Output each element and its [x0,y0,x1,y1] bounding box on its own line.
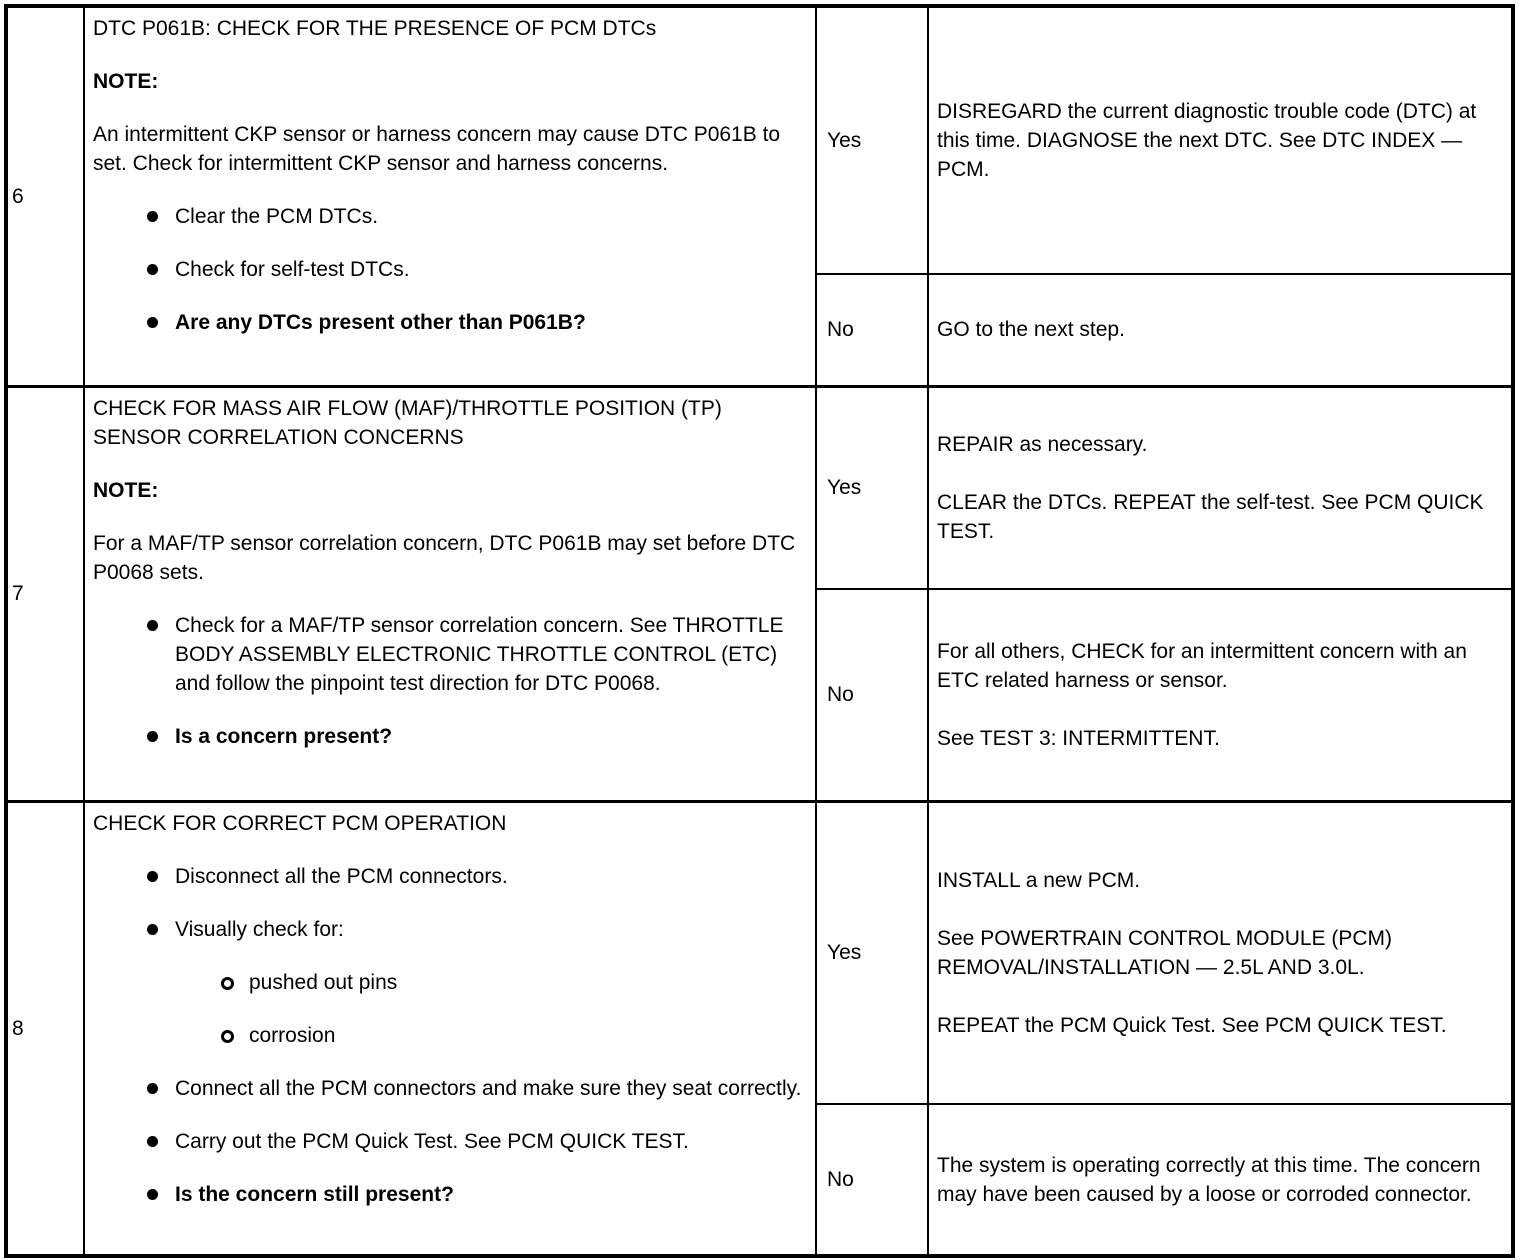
action-text: GO to the next step. [937,318,1125,342]
step-number-cell [6,6,84,386]
yes-action-cell [928,6,1513,274]
list-item-text: corrosion [249,1023,336,1047]
yes-action-cell [928,386,1513,589]
step-number: 8 [12,1016,24,1040]
note-text: For a MAF/TP sensor correlation concern, DTC P061B may set before DTC P0068 sets. [93,531,796,584]
step-number: 6 [12,184,24,208]
yes-cell [816,801,928,1104]
list-item-text: Check for self-test DTCs. [175,258,410,281]
bullet-filled-icon [147,862,175,891]
pinpoint-test-table [4,4,1515,1258]
no-action-cell [928,274,1513,386]
no-action-cell [928,589,1513,801]
action-text: For all others, CHECK for an intermittent concern with an ETC related harness or sensor. [937,639,1467,692]
list-item-text: Carry out the PCM Quick Test. See PCM QUICK TEST. [175,1129,689,1153]
table-row-step6 [6,6,1513,274]
yes-action-cell [928,801,1513,1104]
bullet-filled-icon [147,1180,175,1209]
list-item-text: pushed out pins [249,970,398,994]
list-item-text: Are any DTCs present other than P061B? [175,311,586,334]
list-item [93,1127,807,1156]
bullet-open-icon [221,1021,249,1050]
step-description-cell [84,6,816,386]
list-item [93,255,807,284]
bullet-filled-icon [147,202,175,231]
note-text: An intermittent CKP sensor or harness concern may cause DTC P061B to set. Check for intermittent CKP sensor and harness concerns. [93,123,781,175]
list-item-text: Check for a MAF/TP sensor correlation concern. See THROTTLE BODY ASSEMBLY ELECTRONIC THROTTLE CONTROL (ETC) and follow the pinpoint test direction for DTC P0068. [175,613,784,695]
note-label: NOTE: [93,478,159,502]
no-action-cell [928,1104,1513,1256]
list-item-text: Clear the PCM DTCs. [175,205,379,228]
list-item-text: Is the concern still present? [175,1182,454,1206]
bullet-filled-icon [147,611,175,698]
yes-label: Yes [827,941,862,965]
step-description-cell [84,386,816,801]
list-item-text: Is a concern present? [175,724,393,748]
list-item-question [93,722,807,751]
step-description-cell [84,801,816,1256]
bullet-filled-icon [147,1074,175,1103]
action-text: DISREGARD the current diagnostic trouble code (DTC) at this time. DIAGNOSE the next DTC. See DTC INDEX — PCM. [937,100,1477,181]
list-item-text: Visually check for: [175,917,344,941]
table-row-step8 [6,801,1513,1104]
bullet-filled-icon [147,255,175,284]
step-title: DTC P061B: CHECK FOR THE PRESENCE OF PCM DTCs [93,17,657,40]
action-text: REPAIR as necessary. [937,432,1148,456]
list-item-question [93,1180,807,1209]
list-item [93,1074,807,1103]
step-number-cell [6,386,84,801]
sub-list-item [93,968,807,997]
yes-cell [816,6,928,274]
no-label: No [827,318,854,342]
list-item [93,202,807,231]
list-item [93,611,807,698]
yes-label: Yes [827,476,862,500]
no-cell [816,589,928,801]
step-title: CHECK FOR MASS AIR FLOW (MAF)/THROTTLE POSITION (TP) SENSOR CORRELATION CONCERNS [93,396,722,449]
list-item [93,862,807,891]
bullet-filled-icon [147,722,175,751]
no-cell [816,274,928,386]
action-text: INSTALL a new PCM. [937,868,1141,892]
no-label: No [827,1168,854,1191]
step-title: CHECK FOR CORRECT PCM OPERATION [93,811,507,835]
bullet-filled-icon [147,915,175,944]
no-cell [816,1104,928,1256]
step-number-cell [6,801,84,1256]
list-item-question [93,308,807,337]
action-text: See TEST 3: INTERMITTENT. [937,726,1220,750]
bullet-filled-icon [147,308,175,337]
list-item-text: Disconnect all the PCM connectors. [175,864,508,888]
yes-label: Yes [827,129,862,152]
table-row-step7 [6,386,1513,589]
sub-list-item [93,1021,807,1050]
action-text: CLEAR the DTCs. REPEAT the self-test. See PCM QUICK TEST. [937,490,1484,543]
step-number: 7 [12,582,24,605]
yes-cell [816,386,928,589]
note-label: NOTE: [93,70,159,93]
no-label: No [827,683,854,707]
list-item-text: Connect all the PCM connectors and make sure they seat correctly. [175,1076,802,1100]
list-item [93,915,807,944]
action-text: REPEAT the PCM Quick Test. See PCM QUICK TEST. [937,1013,1447,1037]
bullet-filled-icon [147,1127,175,1156]
action-text: See POWERTRAIN CONTROL MODULE (PCM) REMOVAL/INSTALLATION — 2.5L AND 3.0L. [937,926,1393,979]
action-text: The system is operating correctly at this time. The concern may have been caused by a loose or corroded connector. [937,1153,1481,1206]
bullet-open-icon [221,968,249,997]
